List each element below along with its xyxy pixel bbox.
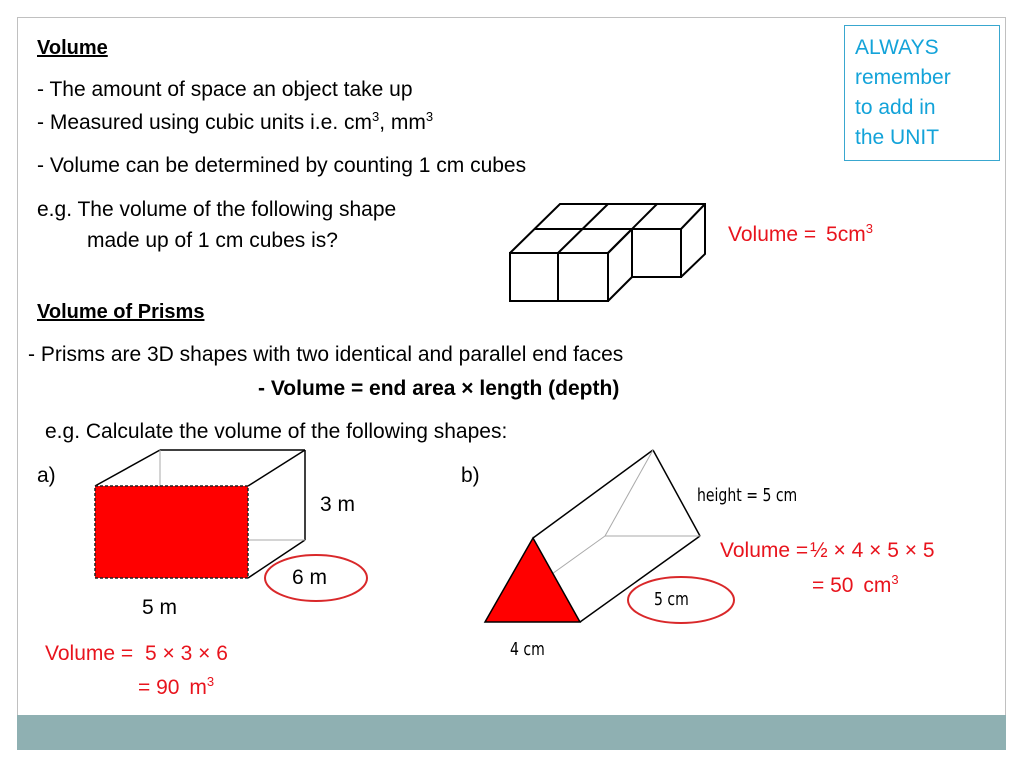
- units-mid: , mm: [379, 111, 426, 134]
- shape-b-base-label: 4 cm: [510, 639, 545, 660]
- prism-end-face: [485, 538, 580, 622]
- reminder-line: to add in: [855, 96, 936, 119]
- cube-volume-label: Volume =: [728, 223, 817, 246]
- length-highlight-ellipse-a: [265, 555, 367, 601]
- volume-heading: Volume: [37, 37, 108, 59]
- shape-a-result-value: = 90: [138, 676, 180, 699]
- volume-counting-line: - Volume can be determined by counting 1 cm cubes: [37, 154, 527, 177]
- shape-a-result-unit-sup: 3: [206, 674, 215, 689]
- cube-volume-unit: cm: [837, 223, 866, 246]
- cuboid-end-face: [95, 486, 248, 578]
- shape-b-result-value: = 50: [812, 574, 854, 597]
- units-sup-1: 3: [371, 109, 380, 124]
- units-text: - Measured using cubic units i.e. cm: [37, 111, 372, 134]
- shape-a-volume-calc: 5 × 3 × 6: [145, 642, 228, 665]
- volume-definition-line: - The amount of space an object take up: [37, 78, 413, 101]
- shape-b-length-label: 5 cm: [654, 589, 689, 610]
- shape-a-height-label: 3 m: [320, 493, 356, 516]
- shape-a-width-label: 5 m: [142, 596, 178, 619]
- cube-volume-unit-sup: 3: [865, 221, 873, 236]
- shape-b-result-unit: cm: [863, 574, 892, 597]
- prisms-definition-line: - Prisms are 3D shapes with two identical and parallel end faces: [28, 343, 624, 366]
- shape-b-volume-calc: ½ × 4 × 5 × 5: [810, 539, 935, 562]
- reminder-line: the UNIT: [855, 126, 940, 149]
- cube-example-line-1: e.g. The volume of the following shape: [37, 198, 397, 221]
- prisms-example-line: e.g. Calculate the volume of the following shapes:: [45, 420, 508, 443]
- cube-diagram: [510, 204, 705, 301]
- shape-b-result-unit-sup: 3: [891, 572, 899, 587]
- cube-volume-value: 5: [826, 223, 838, 246]
- triangular-prism-diagram: [485, 450, 700, 622]
- cube-example-line-2: made up of 1 cm cubes is?: [87, 229, 338, 252]
- length-highlight-ellipse-b: [628, 577, 734, 623]
- shape-a-length-label: 6 m: [292, 566, 328, 589]
- shape-b-volume-label: Volume =: [720, 539, 809, 562]
- shape-b-height-label: height = 5 cm: [697, 485, 798, 506]
- shape-b-label: b): [461, 464, 480, 487]
- reminder-line: remember: [855, 66, 951, 89]
- prisms-heading: Volume of Prisms: [37, 301, 205, 323]
- prism-volume-formula: - Volume = end area × length (depth): [258, 377, 620, 400]
- reminder-line: ALWAYS: [855, 36, 939, 59]
- shape-a-result-unit: m: [189, 676, 207, 699]
- shape-a-volume-label: Volume =: [45, 642, 134, 665]
- units-sup-2: 3: [425, 109, 434, 124]
- shape-a-label: a): [37, 464, 56, 487]
- cuboid-diagram: [95, 450, 305, 578]
